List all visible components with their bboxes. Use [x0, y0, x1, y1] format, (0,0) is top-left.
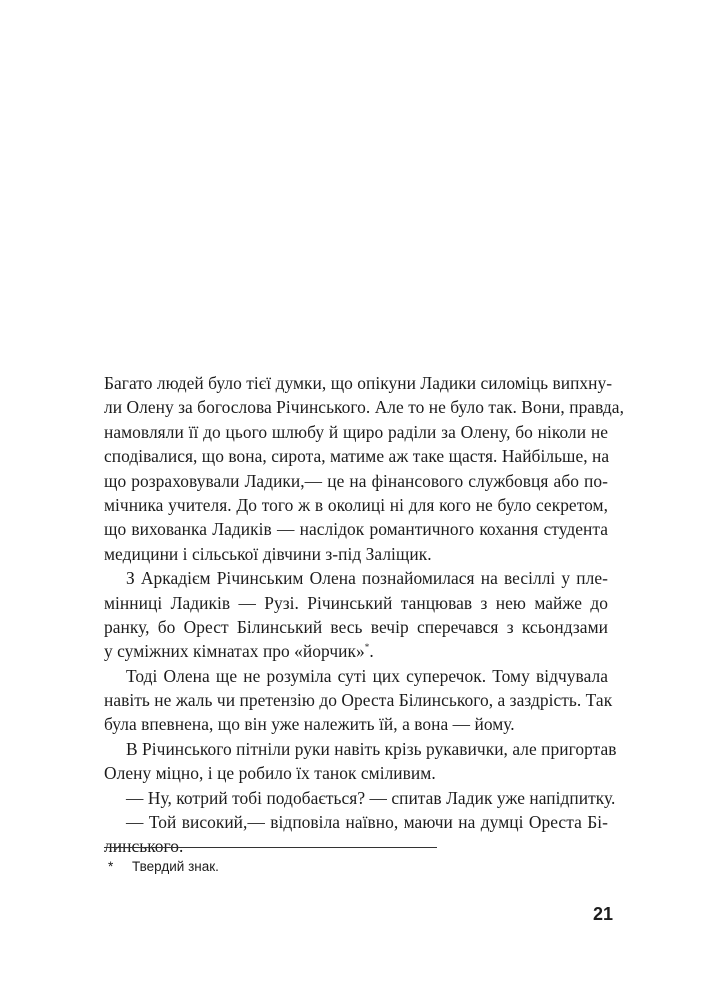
text-line: сподівалися, що вона, сирота, матиме аж таке щастя. Найбільше, на [104, 446, 610, 467]
text-line: Тоді Олена ще не розуміла суті цих суперечок. Тому відчувала [126, 665, 608, 686]
footnote-text: Твердий знак. [132, 859, 219, 874]
text-line: навіть не жаль чи претензію до Ореста Білинського, а заздрість. Так [104, 690, 613, 711]
text-line: ранку, бо Орест Білинський весь вечір сперечався з ксьондзами [104, 616, 608, 637]
paragraph [104, 786, 616, 810]
text-line: линського. [104, 836, 184, 857]
text-line: що вихованка Ладиків — наслідок романтичного кохання студента [104, 519, 608, 540]
text-line: була впевнена, що він уже належить їй, а вона — йому. [104, 714, 515, 735]
text-line: намовляли її до цього шлюбу й щиро раділи за Олену, бо ніколи не [104, 421, 608, 442]
footnote-reference: * [364, 642, 370, 653]
paragraph [104, 737, 617, 786]
footnote-mark: * [108, 859, 114, 874]
text-line: ли Олену за богослова Річинського. Але то не було так. Вони, правда, [104, 397, 624, 418]
body-text [104, 371, 624, 859]
text-line-content: у суміжних кімнатах про «йорчик» [104, 641, 365, 662]
text-line: Олену міцно, і це робило їх танок сміливим. [104, 763, 436, 784]
text-line: медицини і сільської дівчини з-під Заліщик. [104, 543, 432, 564]
text-line: Багато людей було тієї думки, що опікуни Ладики силоміць випхну- [104, 373, 613, 393]
paragraph [104, 810, 608, 859]
page-number: 21 [592, 904, 613, 924]
paragraph [104, 566, 608, 664]
text-line-end: . [369, 641, 374, 662]
paragraph [104, 664, 613, 737]
text-line: В Річинського пітніли руки навіть крізь рукавички, але пригортав [126, 738, 617, 759]
footnote-divider [104, 847, 437, 848]
text-line: мінниці Ладиків — Рузі. Річинський танцював з нею майже до [104, 592, 608, 613]
footnote [108, 859, 219, 874]
text-line: мічника учителя. До того ж в околиці ні для кого не було секретом, [104, 494, 608, 515]
text-line: — Той високий,— відповіла наївно, маючи на думці Ореста Бі- [126, 812, 608, 833]
text-line: що розраховували Ладики,— це на фінансового службовця або по- [104, 470, 608, 491]
text-line: — Ну, котрий тобі подобається? — спитав Ладик уже напідпитку. [126, 787, 616, 808]
paragraph [104, 371, 624, 566]
text-line: З Аркадієм Річинським Олена познайомилася на весіллі у пле- [126, 568, 608, 589]
text-line [104, 639, 608, 663]
